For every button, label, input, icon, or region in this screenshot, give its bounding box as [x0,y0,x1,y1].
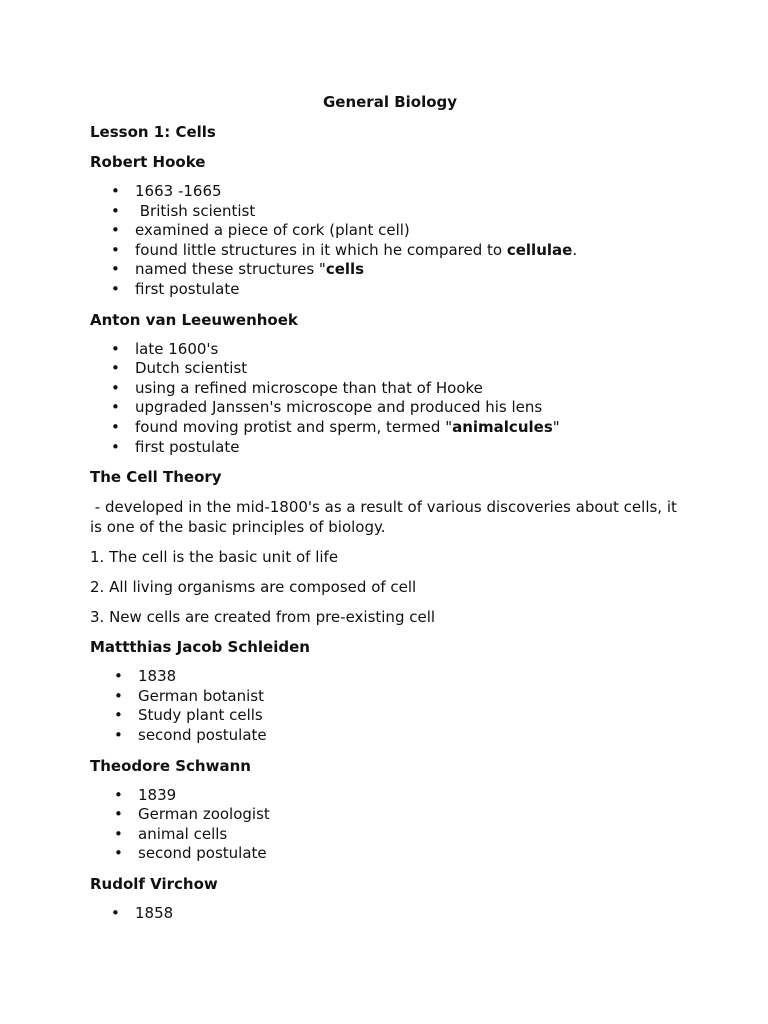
list-item: • 1858 [111,903,174,922]
list-item: • Study plant cells [114,706,263,725]
section-heading-schleiden: Mattthias Jacob Schleiden [90,638,310,657]
bold-term: cellulae [506,240,573,259]
cell-theory-point: 1. The cell is the basic unit of life [90,548,339,567]
bullet-icon: • [111,903,120,922]
cell-theory-intro: - developed in the mid-1800's as a result of various discoveries about cells, it is one of the basic principles of biology. [90,498,682,537]
list-item: • first postulate [111,437,240,456]
bullet-icon: • [111,279,120,298]
list-item: • German zoologist [114,805,270,824]
bullet-icon: • [114,824,123,843]
list-item: • animal cells [114,824,228,843]
bullet-icon: • [111,339,120,358]
bullet-icon: • [111,378,120,397]
hooke-list [90,182,690,300]
list-item: • upgraded Janssen's microscope and produced his lens [111,398,543,417]
list-item: • using a refined microscope than that of Hooke [111,378,483,397]
list-item: • first postulate [111,279,240,298]
list-item: • 1838 [114,667,177,686]
schleiden-list [90,667,690,745]
list-item: • examined a piece of cork (plant cell) [111,221,410,240]
bold-term: animalcules [452,417,553,436]
bullet-icon: • [114,805,123,824]
bullet-icon: • [114,725,123,744]
bullet-icon: • [111,240,120,259]
bullet-icon: • [111,260,120,279]
cell-theory-point: 3. New cells are created from pre-existing cell [90,608,436,627]
schwann-list [90,786,690,864]
bullet-icon: • [111,201,120,220]
virchow-list [90,904,690,924]
leeuwenhoek-list [90,340,690,458]
list-item: • found moving protist and sperm, termed "animalcules" [111,417,560,436]
bullet-icon: • [111,398,120,417]
lesson-heading: Lesson 1: Cells [90,123,216,141]
list-item: • 1839 [114,785,177,804]
bullet-icon: • [114,785,123,804]
list-item: • second postulate [114,725,267,744]
bullet-icon: • [114,667,123,686]
document-title: General Biology [322,93,458,111]
bullet-icon: • [114,686,123,705]
section-heading-schwann: Theodore Schwann [90,756,251,775]
section-heading-cell-theory: The Cell Theory [90,468,222,487]
list-item: • German botanist [114,686,264,705]
bullet-icon: • [114,706,123,725]
list-item: • late 1600's [111,339,219,358]
section-heading-hooke: Robert Hooke [90,153,206,171]
bullet-icon: • [111,221,120,240]
bullet-icon: • [111,437,120,456]
bullet-icon: • [114,844,123,863]
section-heading-leeuwenhoek: Anton van Leeuwenhoek [90,310,298,329]
list-item: • found little structures in it which he compared to cellulae. [111,240,578,259]
bullet-icon: • [111,182,120,200]
bold-term: cells [325,260,365,279]
list-item: • British scientist [111,201,256,220]
section-heading-virchow: Rudolf Virchow [90,874,218,893]
list-item: • Dutch scientist [111,359,248,378]
list-item: • named these structures "cells [111,260,365,279]
list-item: • second postulate [114,844,267,863]
bullet-icon: • [111,359,120,378]
bullet-icon: • [111,417,120,436]
list-item: • 1663 -1665 [111,182,222,200]
document-page [90,92,690,933]
cell-theory-point: 2. All living organisms are composed of cell [90,578,417,597]
